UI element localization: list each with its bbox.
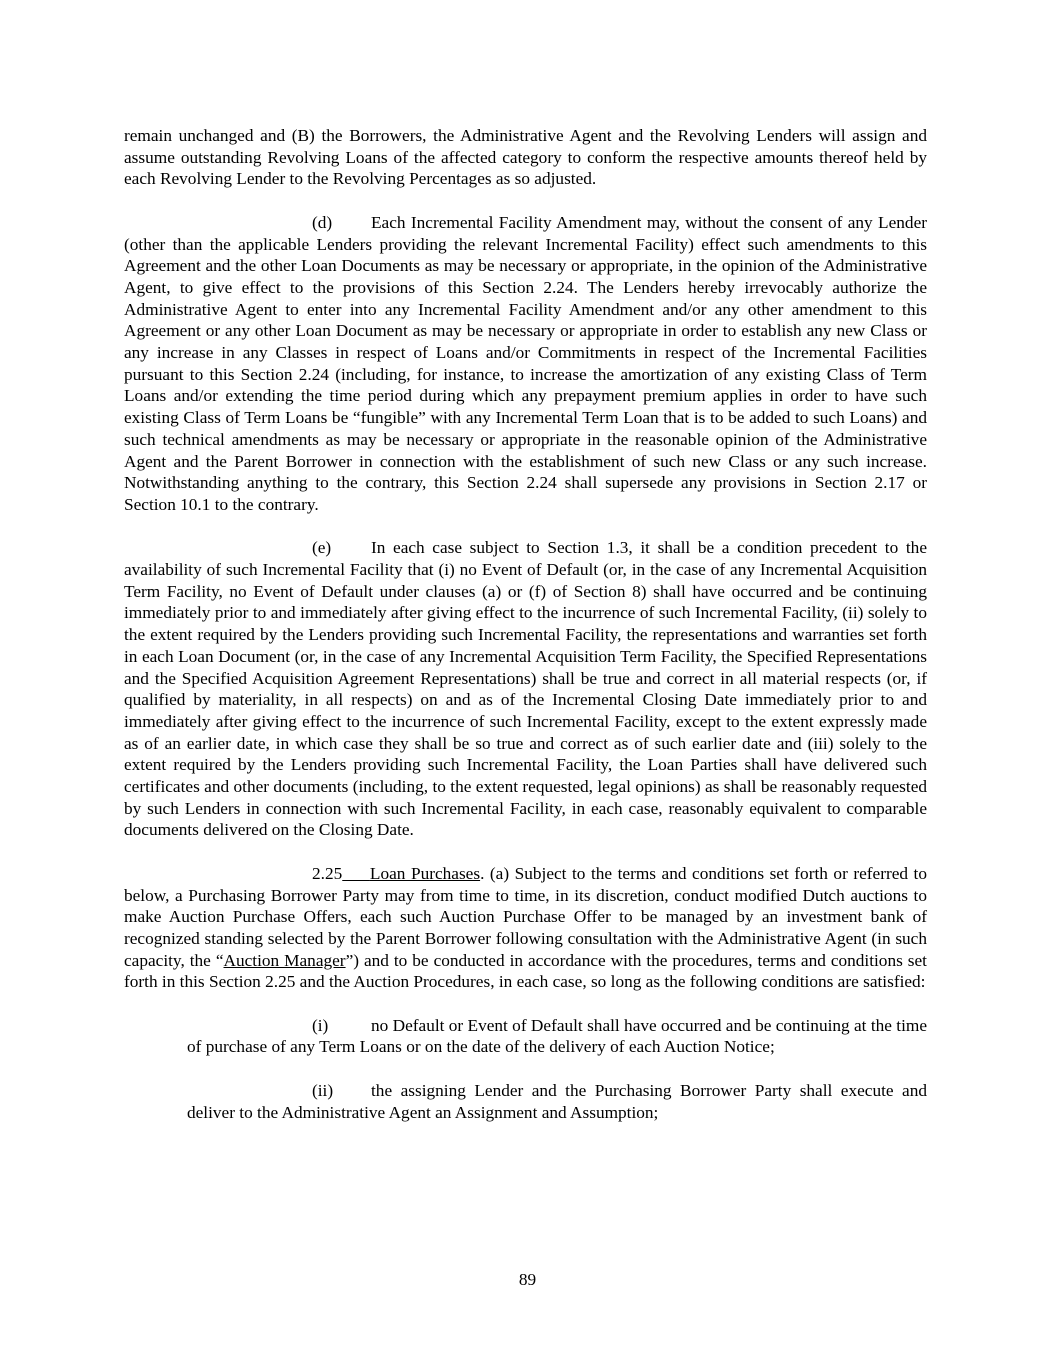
section-text-2: ”) and to be conducted in accordance with the procedures, terms and conditions set forth in this Section 2.25 and the Auction Procedures, in each case, so long as the following conditions are satisfied: — [124, 950, 927, 992]
paragraph-e — [124, 537, 927, 841]
defined-term-auction-manager: Auction Manager — [223, 950, 346, 970]
continuation-paragraph: remain unchanged and (B) the Borrowers, the Administrative Agent and the Revolving Lenders will assign and assume outstanding Revolving Loans of the affected category to conform the respective amounts thereof held by each Revolving Lender to the Revolving Percentages as so adjusted. — [124, 126, 927, 189]
section-text-1: . (a) Subject to the terms and conditions set forth or referred to below, a Purchasing Borrower Party may from time to time, in its discretion, conduct modified Dutch auctions to make Auction Purchase Offers, each such Auction Purchase Offer to be managed by an investment bank of recognized standing selected by the Parent Borrower following consultation with the Administrative Agent (in such capacity, the “ — [124, 863, 927, 970]
paragraph-d-text: Each Incremental Facility Amendment may, without the consent of any Lender (other than the applicable Lenders providing the relevant Incremental Facility) effect such amendments to this Agreement and the other Loan Documents as may be necessary or appropriate, in the opinion of the Administrative Agent, to give effect to the provisions of this Section 2.24. The Lenders hereby irrevocably authorize the Administrative Agent to enter into any Incremental Facility Amendment and/or any other amendment to this Agreement or any other Loan Document as may be necessary or appropriate in order to establish any new Class or any increase in any Classes in respect of Loans and/or Commitments in respect of the Incremental Facilities pursuant to this Section 2.24 (including, for instance, to increase the amortization of any existing Class of Term Loans and/or extending the time period during which any prepayment premium applies in order to have such existing Class of Term Loans be “fungible” with any Incremental Term Loan that is to be added to such Loans) and such technical amendments as may be necessary or appropriate in the reasonable opinion of the Administrative Agent and the Parent Borrower in connection with the establishment of such new Class or any such increase. Notwithstanding anything to the contrary, this Section 2.24 shall supersede any provisions in Section 2.17 or Section 10.1 to the contrary. — [124, 212, 927, 514]
section-heading: Loan Purchases — [369, 863, 481, 883]
clause-ii — [187, 1080, 927, 1123]
section-number: 2.25 — [312, 863, 343, 883]
paragraph-e-text: In each case subject to Section 1.3, it shall be a condition precedent to the availability of such Incremental Facility that (i) no Event of Default (or, in the case of any Incremental Acquisition Term Facility, no Event of Default under clauses (a) or (f) of Section 8) shall have occurred and be continuing immediately prior to and immediately after giving effect to the incurrence of such Incremental Facility, (ii) solely to the extent required by the Lenders providing such Incremental Facility, the representations and warranties set forth in each Loan Document (or, in the case of any Incremental Acquisition Term Facility, the Specified Representations and the Specified Acquisition Agreement Representations) shall be true and correct in all material respects (or, if qualified by materiality, in all respects) on and as of the Incremental Closing Date immediately prior to and immediately after giving effect to the incurrence of such Incremental Facility, except to the extent expressly made as of an earlier date, in which case they shall be so true and correct as of such earlier date and (iii) solely to the extent required by the Lenders providing such Incremental Facility, the Loan Parties shall have delivered such certificates and other documents (including, to the extent requested, legal opinions) as shall be reasonably requested by such Lenders in connection with such Incremental Facility, in each case, reasonably equivalent to comparable documents delivered on the Closing Date. — [124, 538, 927, 840]
section-spacer — [342, 864, 370, 883]
paragraph-d — [124, 212, 927, 516]
clause-i-text: no Default or Event of Default shall have occurred and be continuing at the time of purchase of any Term Loans or on the date of the delivery of each Auction Notice; — [187, 1015, 927, 1057]
paragraph-marker-e: (e) — [312, 538, 332, 558]
clause-marker-i: (i) — [312, 1015, 329, 1035]
clause-i — [187, 1015, 927, 1058]
section-2-25 — [124, 863, 927, 993]
clause-marker-ii: (ii) — [312, 1080, 334, 1100]
paragraph-marker-d: (d) — [312, 212, 333, 232]
document-page — [124, 125, 927, 1145]
page-number: 89 — [518, 1270, 537, 1289]
clause-ii-text: the assigning Lender and the Purchasing Borrower Party shall execute and deliver to the Administrative Agent an Assignment and Assumption; — [187, 1080, 927, 1122]
